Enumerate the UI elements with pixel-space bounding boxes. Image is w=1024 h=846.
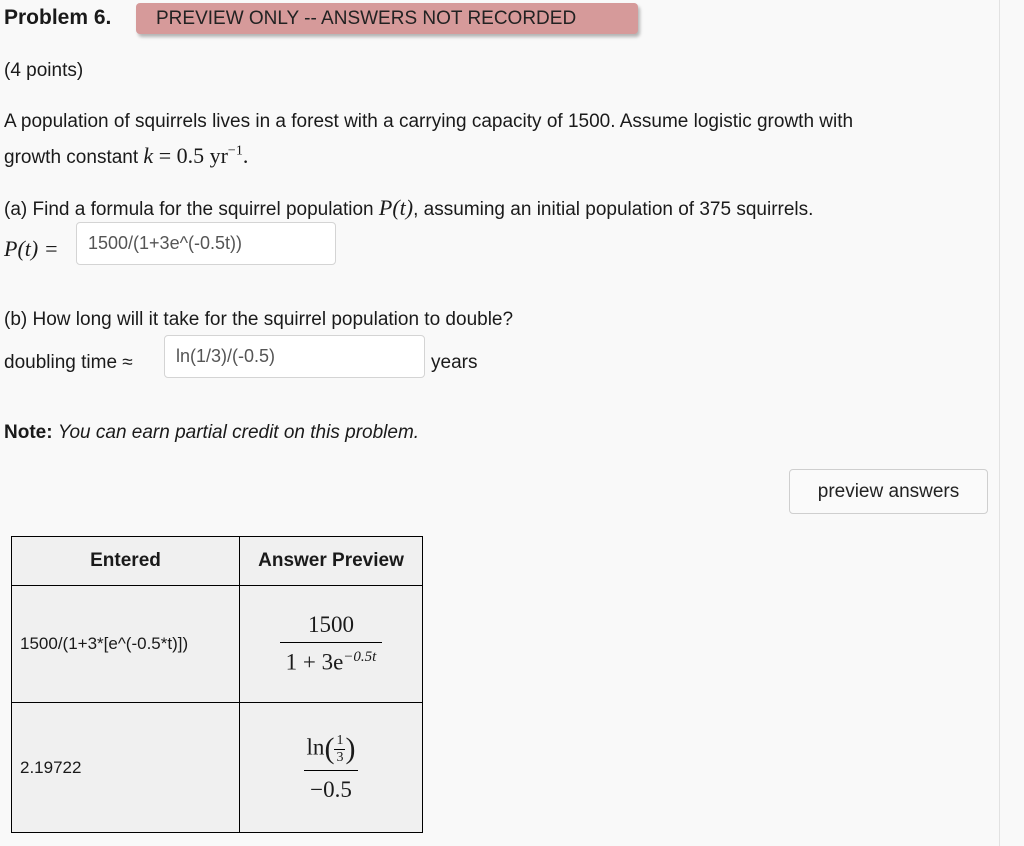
inner-numerator: 1 — [336, 732, 344, 748]
results-table — [11, 536, 423, 833]
part-a-answer-input[interactable] — [76, 222, 336, 265]
inner-denominator: 3 — [336, 749, 344, 765]
part-a-prefix: (a) Find a formula for the squirrel population — [4, 199, 374, 220]
part-b-unit: years — [431, 352, 478, 373]
part-a-suffix: , assuming an initial population of 375 squirrels. — [413, 199, 814, 220]
note-text: You can earn partial credit on this problem. — [57, 422, 420, 443]
growth-constant-formula — [143, 143, 248, 168]
preview-fraction — [280, 612, 383, 676]
preview-ln: ln — [306, 734, 325, 760]
preview-only-banner: PREVIEW ONLY -- ANSWERS NOT RECORDED — [136, 3, 638, 34]
preview-denominator: −0.5 — [304, 770, 358, 803]
answer-preview-cell — [240, 586, 423, 703]
preview-numerator — [301, 732, 362, 770]
table-row — [12, 586, 423, 703]
preview-numerator: 1500 — [307, 612, 354, 638]
right-paren: ) — [345, 732, 356, 765]
k-value: = 0.5 yr — [158, 143, 228, 168]
preview-exponent: −0.5t — [343, 649, 377, 666]
k-symbol: k — [143, 143, 154, 168]
k-exponent: −1 — [227, 143, 243, 159]
inner-fraction — [334, 734, 345, 765]
preview-denominator — [280, 642, 383, 676]
header-answer-preview: Answer Preview — [240, 537, 423, 586]
page-right-divider — [999, 0, 1000, 846]
part-b-label: doubling time ≈ — [4, 352, 133, 373]
problem-intro-line-1: A population of squirrels lives in a forest with a carrying capacity of 1500. Assume logistic growth with — [4, 111, 854, 132]
entered-cell: 1500/(1+3*[e^(-0.5*t)]) — [12, 586, 240, 703]
results-header-row — [12, 537, 423, 586]
left-paren: ( — [324, 732, 335, 765]
note-label: Note: — [4, 422, 53, 443]
header-entered: Entered — [12, 537, 240, 586]
preview-fraction — [301, 732, 362, 803]
part-a-label: P(t) = — [4, 236, 59, 261]
problem-title: Problem 6. — [4, 6, 112, 29]
part-a-question — [4, 195, 813, 221]
part-b-answer-input[interactable] — [164, 335, 425, 378]
intro-line-2-text: growth constant — [4, 147, 139, 168]
part-b-question: (b) How long will it take for the squirrel population to double? — [4, 309, 514, 330]
entered-cell: 2.19722 — [12, 703, 240, 833]
problem-points: (4 points) — [4, 60, 84, 81]
preview-answers-button[interactable]: preview answers — [789, 469, 988, 514]
preview-denominator-base: 1 + 3e — [285, 649, 344, 675]
answer-preview-cell — [240, 703, 423, 833]
problem-intro-line-2 — [4, 143, 248, 169]
k-period: . — [242, 143, 249, 168]
table-row — [12, 703, 423, 833]
part-a-function: P(t) — [378, 195, 414, 220]
note — [4, 422, 419, 444]
